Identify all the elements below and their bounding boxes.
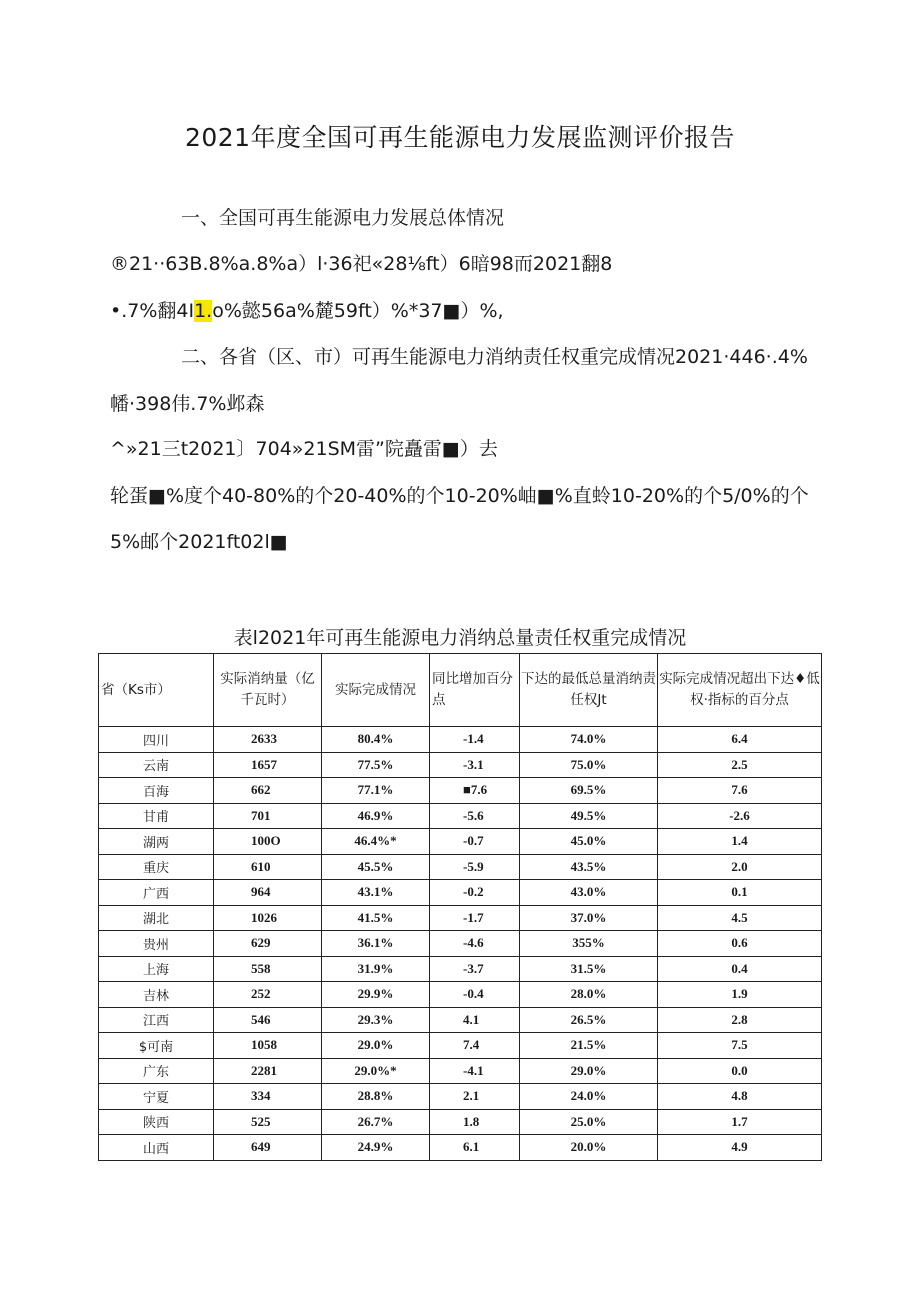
cell-completion: 29.9%: [322, 982, 430, 1008]
cell-minimum: 355%: [520, 931, 658, 957]
cell-province: 甘甫: [99, 803, 214, 829]
cell-completion: 31.9%: [322, 956, 430, 982]
table-row: [99, 956, 822, 982]
cell-completion: 45.5%: [322, 854, 430, 880]
paragraph-line-4: ^»21三t2021〕704»21SM雷”院矗雷■）去: [110, 438, 498, 460]
table-row: [99, 803, 822, 829]
cell-completion: 28.8%: [322, 1084, 430, 1110]
header-exceed: 实际完成情况超出下达♦低权·指标的百分点: [658, 654, 822, 727]
cell-exceed: 6.4: [658, 727, 822, 753]
cell-increase: -3.1: [430, 752, 520, 778]
cell-exceed: 1.4: [658, 829, 822, 855]
cell-completion: 80.4%: [322, 727, 430, 753]
cell-amount: 662: [214, 778, 322, 804]
table-row: [99, 778, 822, 804]
cell-province: 江西: [99, 1007, 214, 1033]
cell-increase: ■7.6: [430, 778, 520, 804]
document-title: 2021年度全国可再生能源电力发展监测评价报告: [184, 123, 736, 152]
cell-province: 上海: [99, 956, 214, 982]
cell-amount: 334: [214, 1084, 322, 1110]
cell-minimum: 24.0%: [520, 1084, 658, 1110]
cell-completion: 46.9%: [322, 803, 430, 829]
cell-province: 宁夏: [99, 1084, 214, 1110]
cell-amount: 1058: [214, 1033, 322, 1059]
table-row: [99, 1058, 822, 1084]
consumption-table: [98, 653, 822, 1161]
cell-amount: 964: [214, 880, 322, 906]
table-row: [99, 1007, 822, 1033]
cell-amount: 558: [214, 956, 322, 982]
paragraph-line-5: 轮蛋■%度个40-80%的个20-40%的个10-20%岫■%直蛉10-20%的个5/0%的个: [110, 485, 809, 507]
cell-increase: -3.7: [430, 956, 520, 982]
cell-increase: 6.1: [430, 1135, 520, 1161]
paragraph-line-2-end: o%懿56a%麓59ft）%*37■）%,: [212, 300, 504, 322]
cell-minimum: 31.5%: [520, 956, 658, 982]
cell-minimum: 43.0%: [520, 880, 658, 906]
cell-province: 陕西: [99, 1109, 214, 1135]
cell-completion: 26.7%: [322, 1109, 430, 1135]
cell-exceed: 0.1: [658, 880, 822, 906]
cell-exceed: 7.5: [658, 1033, 822, 1059]
cell-completion: 43.1%: [322, 880, 430, 906]
cell-minimum: 45.0%: [520, 829, 658, 855]
cell-minimum: 75.0%: [520, 752, 658, 778]
cell-completion: 36.1%: [322, 931, 430, 957]
cell-completion: 29.0%: [322, 1033, 430, 1059]
cell-minimum: 49.5%: [520, 803, 658, 829]
cell-minimum: 37.0%: [520, 905, 658, 931]
cell-amount: 2633: [214, 727, 322, 753]
table-row: [99, 727, 822, 753]
highlighted-text: 1.: [194, 300, 213, 322]
cell-amount: 610: [214, 854, 322, 880]
cell-exceed: 7.6: [658, 778, 822, 804]
cell-amount: 252: [214, 982, 322, 1008]
table-row: [99, 1033, 822, 1059]
header-amount: 实际消纳量（亿千瓦时）: [214, 654, 322, 727]
cell-amount: 649: [214, 1135, 322, 1161]
cell-increase: -0.2: [430, 880, 520, 906]
paragraph-line-2: [110, 296, 504, 323]
cell-increase: -5.6: [430, 803, 520, 829]
cell-amount: 1657: [214, 752, 322, 778]
table-row: [99, 905, 822, 931]
table-row: [99, 752, 822, 778]
header-province: 省（Ks市）: [99, 654, 214, 727]
cell-province: 贵州: [99, 931, 214, 957]
cell-minimum: 69.5%: [520, 778, 658, 804]
cell-amount: 525: [214, 1109, 322, 1135]
cell-completion: 77.5%: [322, 752, 430, 778]
cell-increase: 2.1: [430, 1084, 520, 1110]
cell-exceed: 4.8: [658, 1084, 822, 1110]
cell-province: 山西: [99, 1135, 214, 1161]
cell-increase: 4.1: [430, 1007, 520, 1033]
cell-completion: 29.0%*: [322, 1058, 430, 1084]
cell-province: 广西: [99, 880, 214, 906]
table-header-row: [99, 654, 822, 727]
cell-completion: 46.4%*: [322, 829, 430, 855]
cell-increase: 7.4: [430, 1033, 520, 1059]
cell-exceed: -2.6: [658, 803, 822, 829]
paragraph-line-1: ®21··63B.8%a.8%a）l·36祀«28⅛ft）6暗98而2021翻8: [110, 253, 613, 275]
cell-province: $可南: [99, 1033, 214, 1059]
section-2-heading: 二、各省（区、市）可再生能源电力消纳责任权重完成情况2021·446·.4%: [181, 346, 808, 368]
cell-increase: -1.7: [430, 905, 520, 931]
table-row: [99, 982, 822, 1008]
header-completion: 实际完成情况: [322, 654, 430, 727]
cell-amount: 701: [214, 803, 322, 829]
cell-completion: 41.5%: [322, 905, 430, 931]
table-row: [99, 854, 822, 880]
cell-minimum: 26.5%: [520, 1007, 658, 1033]
cell-increase: -5.9: [430, 854, 520, 880]
cell-completion: 77.1%: [322, 778, 430, 804]
cell-amount: 2281: [214, 1058, 322, 1084]
cell-province: 湖两: [99, 829, 214, 855]
header-increase: 同比增加百分点: [430, 654, 520, 727]
cell-province: 百海: [99, 778, 214, 804]
cell-increase: -0.7: [430, 829, 520, 855]
cell-province: 云南: [99, 752, 214, 778]
cell-exceed: 2.8: [658, 1007, 822, 1033]
cell-exceed: 2.0: [658, 854, 822, 880]
cell-exceed: 1.7: [658, 1109, 822, 1135]
cell-amount: 629: [214, 931, 322, 957]
cell-amount: 546: [214, 1007, 322, 1033]
cell-increase: 1.8: [430, 1109, 520, 1135]
header-minimum: 下达的最低总量消纳责任权Jt: [520, 654, 658, 727]
cell-exceed: 2.5: [658, 752, 822, 778]
cell-minimum: 21.5%: [520, 1033, 658, 1059]
cell-exceed: 0.0: [658, 1058, 822, 1084]
cell-amount: 1026: [214, 905, 322, 931]
table-row: [99, 931, 822, 957]
cell-exceed: 0.6: [658, 931, 822, 957]
cell-exceed: 4.9: [658, 1135, 822, 1161]
cell-minimum: 74.0%: [520, 727, 658, 753]
cell-province: 广东: [99, 1058, 214, 1084]
cell-province: 吉林: [99, 982, 214, 1008]
cell-minimum: 25.0%: [520, 1109, 658, 1135]
cell-exceed: 1.9: [658, 982, 822, 1008]
paragraph-line-3: 幡·398伟.7%邺森: [110, 393, 265, 415]
cell-province: 四川: [99, 727, 214, 753]
table-caption: 表l2021年可再生能源电力消纳总量责任权重完成情况: [233, 627, 687, 649]
cell-province: 重庆: [99, 854, 214, 880]
table-row: [99, 1135, 822, 1161]
paragraph-line-2-start: •.7%翻4I: [110, 300, 195, 322]
cell-minimum: 43.5%: [520, 854, 658, 880]
section-1-heading: 一、全国可再生能源电力发展总体情况: [181, 207, 505, 229]
cell-exceed: 0.4: [658, 956, 822, 982]
cell-minimum: 29.0%: [520, 1058, 658, 1084]
table-row: [99, 829, 822, 855]
cell-increase: -4.1: [430, 1058, 520, 1084]
cell-amount: 100O: [214, 829, 322, 855]
cell-minimum: 20.0%: [520, 1135, 658, 1161]
table-row: [99, 1109, 822, 1135]
cell-increase: -1.4: [430, 727, 520, 753]
cell-increase: -0.4: [430, 982, 520, 1008]
cell-completion: 24.9%: [322, 1135, 430, 1161]
cell-completion: 29.3%: [322, 1007, 430, 1033]
cell-exceed: 4.5: [658, 905, 822, 931]
cell-minimum: 28.0%: [520, 982, 658, 1008]
cell-increase: -4.6: [430, 931, 520, 957]
cell-province: 湖北: [99, 905, 214, 931]
paragraph-line-6: 5%邮个2021ft02l■: [110, 531, 288, 553]
table-row: [99, 880, 822, 906]
table-row: [99, 1084, 822, 1110]
